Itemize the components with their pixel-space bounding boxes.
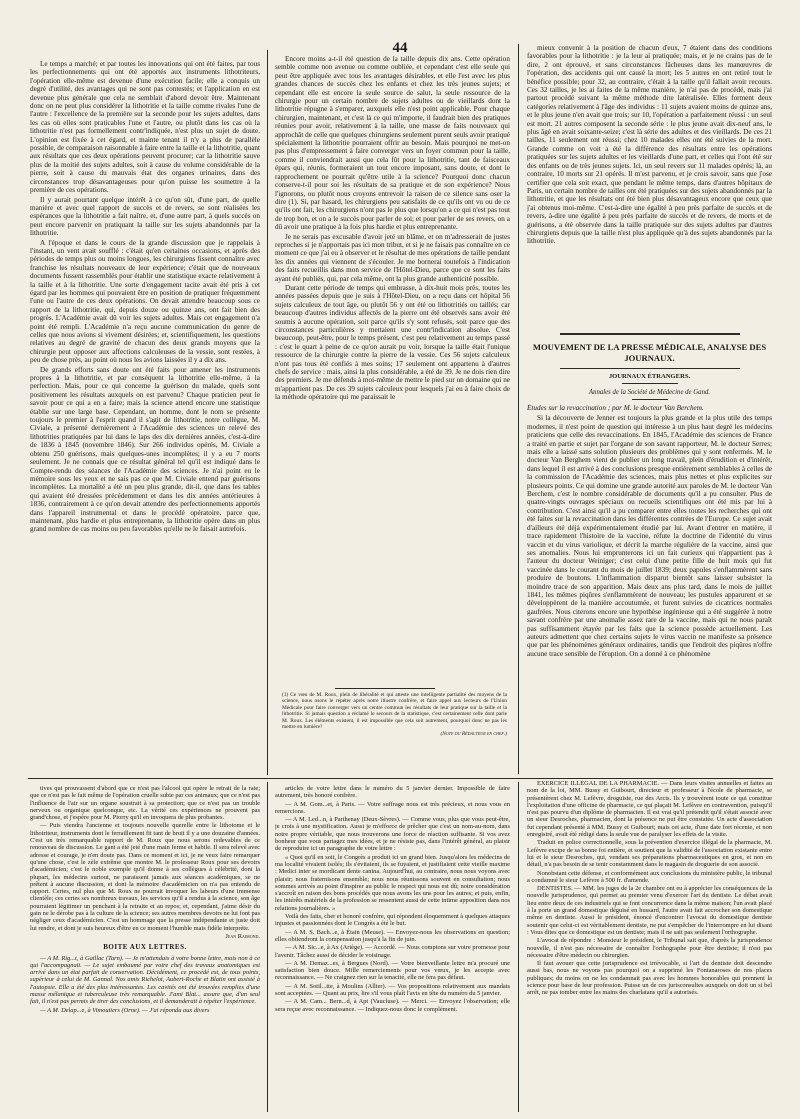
column-divider xyxy=(518,44,519,774)
foreign-journals-heading: JOURNAUX ÉTRANGERS. xyxy=(608,373,691,380)
letter-item: — A M. Delap...e, à Vimoutiers (Orne). — J'ai répondu aux divers xyxy=(40,1006,210,1014)
section-rule xyxy=(560,368,740,369)
annales-title: Annales de la Société de Médecine de Gand. xyxy=(588,389,711,396)
paragraph: Traduit en police correctionnelle, sous la prévention d'exercice illégal de la pharmacie, M. Lefèvre excipe de sa bonne foi entière, et soutient que la validité de l'association existante entre lui et le sieur Desroches, qui, vendant ses préparations pharmaceutiques en gros, et non en détail, n'a pas besoin de se tenir constamment dans le magasin de droguerie de son associé. xyxy=(527,839,772,869)
paragraph: Il faut avouer que cette jurisprudence est irrévocable, si l'art du dentiste doit descendre aussi bas, nous ne voyons pas pourquoi on a supprimé les Fontanaroses de nos places publiques; du moins on ne les condamnait pas avec les hommes honorables qui prennent la science pour base de leur profession. Puisse un de ces jurisconsultes auxquels on doit un si bel arrêt, ne pas tomber entre les mains des charlatans qu'il a autorisés. xyxy=(527,960,772,997)
column-divider xyxy=(267,50,268,775)
page-number: 44 xyxy=(392,40,408,56)
section-rule xyxy=(560,333,740,335)
paragraph: L'avocat de répondre : Monsieur le président, le Tribunal sait que, d'après la jurisprudence nouvelle, il n'est pas nécessaire de connaître l'orthographe pour être dentiste; il n'est pas nécessaire d'être médecin ou chirurgien. xyxy=(527,937,772,959)
paragraph: Nonobstant cette défense, et conformément aux conclusions du ministère public, le tribunal a condamné le sieur Lefèvre à 500 fr. d'amende. xyxy=(527,869,772,884)
letter-item: — A M. Rig...t, à Gaillac (Tarn). — Je m'attendais à votre bonne lettre, mais non à ce qui l'accompagnait. — Le sujet embaumé par votre chef des travaux anatomiques est arrivé dans un état parfait de conservation. Décidément, ce procédé est, de tous points, supérieur à celui de M. Gannal. Nos amis Richelot, Aubert-Roche et Blatin ont assisté à l'autopsie. Elle a été des plus intéressantes. Les cavités ont été trouvées remplies d'une masse mélanique et tuberculeuse très remarquable. J'ami Blat... assure que, d'un seul fait, il n'est pas permis de tirer des conclusions, et il demanderait à répéter l'expérience. xyxy=(30,954,260,1006)
column-bottom-left xyxy=(30,785,260,1115)
paragraph: tives qui prouvassent d'abord que ce n'est pas l'alcool qui opère le retrait de la rate; que ce n'est pas le fait même de l'opération cruelle subie par ces animaux; que ce n'est pas l'influence de l'air sur un organe soustrait à sa protection; que ce n'est pas un trouble nerveux ou organique quelconque, etc. La vérité ces expériences ne prouvent pas grand'chose, et j'espère pour M. Piorry qu'il en invoquera de plus probantes. xyxy=(30,785,260,822)
column-bottom-right xyxy=(527,780,772,1110)
paragraph: articles de votre lettre dans le numéro du 5 janvier dernier. Impossible de faire autrement, très honoré confrère. xyxy=(275,785,510,800)
footnote-signature: (Note du Rédacteur en chef.) xyxy=(440,731,507,738)
paragraph: Voilà des faits, cher et honoré confrère, qui répondent éloquemment à quelques attaques injustes et passionnées dont le Congrès a été le but. xyxy=(275,913,510,928)
paragraph: — A M. Sic...e, à Ax (Ariège). — Accordé. — Nous comptons sur votre promesse pour l'avenir. Tâchez aussi de décider le voisinage. xyxy=(275,944,510,959)
signature: Jean Raimond. xyxy=(225,932,260,940)
paragraph: — A M. Demaz...es, à Bergues (Nord). — Votre bienveillante lettre m'a procuré une satisfaction bien douce. Mille remerciements pour vos vœux, je les accepte avec reconnaissance. — Ne craignez rien sur la tenacité, elle ne fera pas défaut. xyxy=(275,959,510,982)
footnote-text: (1) Ce vœu de M. Roux, plein de libéralité et qui atteste une intelligente partialité des moyens de la science, nous osons le répéter après notre illustre confrère, et faire appel aux lecteurs de l'Union Médicale pour faire converger vers un centre commun les résultats de leur pratique sur la taille et la lithotritie. Si jamais question a réclamé le secours de la statistique, c'est certainement celle dont parle M. Roux. Les éléments existent, il est impossible que cela soit autrement, pourquoi donc ne pas les mettre en lumière? xyxy=(282,692,507,731)
paragraph: Durant cette période de temps qui embrasse, à dix-huit mois près, toutes les années passées depuis que je suis à l'Hôtel-Dieu, on a reçu dans cet hôpital 56 sujets calculeux de tout âge, ou plutôt 56 y ont été ou lithotritiés ou taillés; car beaucoup d'autres individus affectés de la pierre ont été observés sans avoir été soumis à aucune opération, soit parce qu'ils s'y sont refusés, soit parce que des circonstances particulières y mettaient une contr'indication absolue. C'est beaucoup, peut-être, pour le temps présent, c'est peu relativement au temps passé : c'est le quart à peine de ce qu'on aurait pu voir, lorsque la taille était l'unique ressource de la chirurgie contre la pierre de la vessie. Ces 56 sujets calculeux n'ont pas tous été confiés à mes soins; 17 seulement ont appartenu à d'autres chefs de service : mais, ainsi la plus considérable, a été de 39. Je ne dois rien dire des premiers. Je me défends à moi-même de mettre le pied sur un domaine qui ne m'appartient pas. De ces 39 sujets calculeux pour lesquels j'ai eu à faire choix de la méthode opératoire qui me paraissait le xyxy=(275,283,510,402)
paragraph: EXERCICE ILLÉGAL DE LA PHARMACIE. — Dans leurs visites annuelles et faites au nom de la loi, MM. Bussy et Guibourt, directeur et professeur à l'école de pharmacie, se présentèrent chez M. Lefèvre, droguiste, rue des Arcis. Ils y trouvèrent toute ce qui constitue l'exploitation d'une officine de pharmacie, ce qui plaçait M. Lefèvre en contravention, puisqu'il n'est pas pourvu d'un diplôme de pharmacien. Il est vrai qu'il prétendit qu'il s'était associé avec un sieur Desroches, pharmacien, dont la présence ne put être constatée. Un acte d'association fut cependant présenté à MM. Bussy et Guibourt; mais cet acte, d'une date fort récente, et non enregistré, avait été rédigé dans la seule vue de paralyser les effets de la visite. xyxy=(527,780,772,839)
paragraph: — A M. S. Bach...e, à Étain (Meuse). — Envoyez-nous les observations en question; elles obtiendront la compensation jusqu'à la fin de juin. xyxy=(275,928,510,943)
paragraph: — A M. Gom...et, à Paris. — Votre suffrage nous est très précieux, et nous vous en remercions. xyxy=(275,800,510,815)
column-top-right xyxy=(527,44,772,329)
article-reference: Études sur la revaccination ; par M. le docteur Van Berchem. xyxy=(527,404,704,412)
column-bottom-middle xyxy=(275,785,510,1105)
paragraph: — A M. Sotil...tte, à Moulins (Allier). — Vos propositions relativement aux mandats sont acceptées. — Quant au prix, lire s'il vous plaît l'avis en tête du numéro du 5 janvier. xyxy=(275,982,510,998)
paragraph: — A M. Cam... Bern...d, à Apt (Vaucluse). — Merci. — Envoyez l'observation; elle sera reçue avec reconnaissance. — Indiquez-nous donc le complément. xyxy=(275,998,510,1013)
paragraph: « Quoi qu'il en soit, le Congrès a produit ici un grand bien. Jusqu'alors les médecins de ma localité vivaient isolés; ils s'évitaient, ils se fuyaient, et justifiaient cette vieille maxime : Medici inter se mordicant dente canina. Aujourd'hui, au contraire, nous nous voyons avec plaisir; nous fraternisons ensemble; nous nous réunissons souvent en consultation; nous sommes arrivés au point d'inspirer au public le respect qui nous est dû; notre considération s'accroît en raison des bons procédés que nous avons les uns pour les autres; et puis, enfin, les intérêts matériels de la profession se ressentent aussi de cette intime apposition dans nos relations journalières. » xyxy=(275,853,510,912)
paragraph: — Puis viendra l'ancienne et toujours nouvelle querelle entre le lithotome et le lithotriteur, instruments dont le ferraillement fit tant de bruit il y a une douzaine d'années. C'est un très remarquable rapport de M. Roux que nous serons redevables de ce renouveau de discussion. Le gant a été jeté d'une main ferme et habile. Il sera relevé avec adresse et courage, je n'en doute pas. Dans ce moment et ici, je ne veux faire remarquer qu'une chose, c'est le zèle extrême que montre M. le professeur Roux pour ses devoirs d'académicien; c'est le noble exemple qu'il donne à ses collègues à célébrité, dont la plupart, les médecins surtout, ne paraissent jamais aux séances académiques, se ne prêtent à aucune discussion, et dont la mémoire d'académicien on n'a pas entendu de rapport. Certes, nul plus que M. Roux ne pourrait invoquer les labeurs d'une immense clientèle; ces certes ses nombreux travaux, les services qu'il a rendus à la science, son âge pourraient légitimer un penchant à la retraite et au repos; et, cependant, j'aime désir du gain ne le dérobe pas à la culture de la science; ses autres membres devoirs ne lui font pas négliger ceux d'académicien. C'est un hommage que la presse indépendante et juste doit lui rendre, et dont je suis heureux d'être en ce moment l'humble mais fidèle interprète. xyxy=(30,822,260,932)
column-right-section xyxy=(527,404,772,774)
footnote xyxy=(282,692,507,738)
paragraph: Si la découverte de Jenner est toujours la plus grande et la plus utile des temps modernes, il n'est point de question qui intéresse à un plus haut degré les médecins praticiens que celle des revaccinations. En 1845, l'Académie des sciences de France a traité en partie et sujet par l'organe de son savant rapporteur, M. le docteur Serres; mais elle a laissé sans solution plusieurs des problèmes qui y sont renfermés. M. le docteur Van Berghem vient de publier un long travail, plein d'érudition et d'intérêt, dans lequel il est arrivé à des conclusions presque entièrement semblables à celles de la commission de l'Académie des sciences, mais plus nettes et plus explicites sur plusieurs points. Ce qui domine une grande autorité aux paroles de M. le docteur Van Berchem, c'est le nombre considérable de documents qu'il a pu consulter. Plus de quatre-vingts ouvrages spéciaux ou recueils scientifiques ont été mis par lui à contribution. C'est ainsi qu'il a pu comparer entre elles toutes les recherches qui ont été faites sur la revaccination dans les différentes contrées de l'Europe. Ce sujet avait d'ailleurs été déjà expérimentalement étudié par lui. Avant d'entrer en matière, il trace rapidement l'histoire de la vaccine, réfute la doctrine de l'identité du virus vaccin et du virus variolique, et décrit la marche régulière de la vaccine, ainsi que ses anomalies. Nous lui emprunterons ici un fait curieux qui n'appartient pas à l'auteur du docteur Weiniger; c'est celui d'une petite fille de huit mois qui fut vaccinée dans le courant du mois de juillet 1839; deux papules s'enflammèrent sans produire de boutons. L'inflammation disparut bientôt sans laisser subsister la moindre trace de son apparition. Mais deux ans plus tard, dans le mois de juillet 1841, les mêmes piqûres s'enflammèrent de nouveau; les pustules apparurent et se développèrent de la manière accoutumée, et furent suivies de cicatrices normales gaufrées. Nous citerons encore une hypothèse ingénieuse qui a été suggérée à notre savant confrère par une anomalie assez rare de la vaccine, mais qui ne nous paraît pas suffisamment étayée par les faits que la science possède actuellement. Les auteurs admettent que chez certains sujets le virus vaccin ne manifeste sa présence que par les phénomènes généraux ordinaires, tandis que l'endroit des piqûres n'offre aucune trace sensible de l'éruption. On a donné à ce phénomène xyxy=(527,414,772,658)
section-rule xyxy=(632,399,668,400)
press-heading: MOUVEMENT DE LA PRESSE MÉDICALE, ANALYSE DES JOURNAUX. xyxy=(532,342,767,363)
column-divider xyxy=(518,782,519,1112)
section-rule xyxy=(622,383,678,384)
paragraph: Le temps a marché; et par toutes les innovations qui ont été faites, par tous les perfectionnements qui ont été apportés aux instruments lithotriteurs, l'opération elle-même est devenue d'une exécution facile; elle a conquis un degré d'utilité, des avantages qui ne sont pas contestés; et l'application en est devenue plus générale que cela ne semblait d'abord devoir être. Maintenant donc on ne peut plus considérer la lithotritie et la taille comme rivales l'une de l'autre : l'excellence de la première sur la seconde pour les sujets adultes, dans les cas où elles sont praticables l'une et l'autre, ou plutôt dans les cas où la lithotritie n'est pas formellement contr'indiquée, n'est plus un sujet de doute. L'opinion est fixée à cet égard, et mainte tenant il n'y a plus de parallèle possible, de comparaison raisonnable à faire entre la taille et la lithotritie, quant aux résultats que ces deux opérations peuvent procurer; car la lithotritie sauve plus de la moitié des sujets adultes, soit à cause du volume considérable de la pierre, soit à cause du mauvais état des organes urinaires, dans des circonstances trop désavantageuses pour qu'on puisse les soumettre à la première de ces opérations. xyxy=(30,60,260,195)
column-top-middle xyxy=(275,55,510,687)
paragraph: DENTISTES. — MM. les juges de la 2e chambre ont eu à apprécier les conséquences de la nouvelle jurisprudence, qui permet au premier venu d'exercer l'art du dentiste. Le débat avait lieu entre deux de ces industriels qui se font concurrence dans la même maison; l'un avait placé à la porte un grand domestique déguisé en hussard, l'autre avait fait accrocher son domestique même en dentiste. Aussi le président, énoncé d'encontrer l'avocat du domestique dentiste soutenir que celui-ci est véritablement dentiste, ne put s'empêcher de l'interrompre en lui disant : Vous dites que ce domestique est un dentiste; mais il ne sait pas seulement l'orthographe. xyxy=(527,885,772,936)
paragraph: Je ne serais pas excusable d'avoir jeté un blâme, et on m'adresserait de justes reproches si je n'apportais pas ici mon tribut, et si je ne faisais pas connaître en ce moment ce que j'ai eu à observer et le résultat de mes opérations de taille pendant les dix années qui viennent de s'écouler. Je me bornerai toutefois à l'indication des faits recueillis dans mon service de l'Hôtel-Dieu, parce que ce sont les faits ayant été publiés, qui, par cela même, ont la plus grande authenticité possible. xyxy=(275,232,510,283)
paragraph: De grands efforts sans doute ont été faits pour amener les instruments propres à la lithotritie, et par conséquent la lithotritie elle-même, à la perfection. Mais, pour ce qui concerne la guérison du malade, quels sont positivement les résultats auxquels on est parvenu? Chaque praticien peut le savoir pour ce qui a en a faire; mais la science attend encore une statistique établie sur une large base. Cependant, un homme, dont le nom se présente toujours le premier à l'esprit quand il s'agit de lithotritie, notre collègue, M. Civiale, a présenté dernièrement à l'Académie des sciences un relevé des lithotrities pratiquées par lui dans le laps des dix dernières années, c'est-à-dire de 1836 à 1845 (novembre 1846). Sur 266 individus opérés, M. Civiale a obtenu 250 guérisons, mais quelques-unes incomplètes; il y a eu 7 morts seulement. Je ne connais que ce résultat général tel qu'il est indiqué dans le Compte-rendu des séances de l'Académie des sciences. Je n'ai point eu le mémoire sous les yeux et ne sais pas ce que M. Civiale entend par guérisons incomplètes. La mortalité a été un peu plus grande, dit-il, que dans les tables qui avaient été dressées précédemment et dans les dix années antérieures à 1836, contrairement à ce qu'on devait attendre des perfectionnements apportés dans l'appareil instrumental et dans le procédé opératoire, parce que, maintenant, plus hardie et plus entreprenante, la lithotritie opère dans un plus grand nombre de cas moins ou peu favorables qu'elle ne le faisait autrefois. xyxy=(30,365,260,534)
column-divider xyxy=(267,782,268,1112)
paragraph: A l'époque et dans le cours de la grande discussion que je rappelais à l'instant, un vent avait soufflé : c'était qu'en certaines occasions, et après des périodes de temps plus ou moins longues, les chirurgiens fissent connaître avec franchise les résultats nouveaux de leur expérience; c'était que de nouveaux documents fussent rassemblés pour établir une statistique exacte relativement à la taille et à la lithotritie. Une sorte d'engagement tacite avait été pris à cet égard par les hommes qui pouvaient être en position de pratiquer fréquemment l'une ou l'autre de ces deux opérations. On devait attendre beaucoup sous ce rapport de la lithotritie, qui, depuis douze ou quinze ans, ont fait bien des progrès. L'Académie avait dû voir les sujets adultes. Mais cet engagement n'a point été rempli. L'Académie n'a reçu aucune communication du genre de celles que nous avions si vivement désirées; et, scientifiquement, les questions relatives au degré de gravité de chacun des deux grands moyens que la chirurgie peut opposer aux affections calculeuses de la vessie, sont restées, à peu de chose près, au point où nous les avions laissées il y a dix ans. xyxy=(30,238,260,365)
paragraph: Il y aurait pourtant quelque intérêt à ce qu'on sût, d'une part, de quelle manière et avec quel rapport de succès et de revers, se sont réalisées les espérances que la lithotritie a fait naître, et, d'une autre part, à quels succès on peut encore parvenir en pratiquant la taille sur les sujets abandonnés par la lithotritie. xyxy=(30,195,260,238)
column-top-left xyxy=(30,60,260,770)
paragraph: — A M. Led...n, à Parthenay (Deux-Sèvres). — Comme vous, plus que vous peut-être, je crois à une mystification. Aussi je m'efforce de prêcher que c'est un nom-au-nom, dans notre propre véritable, que nous trouverons une force de réaction suffisante. Si vos avez bonheur que vous partagez mes idées, et je ne résiste pas, dans l'intérêt général, au plaisir de reproduire ici un paragraphe de votre lettre : xyxy=(275,816,510,853)
boite-heading: BOITE AUX LETTRES. xyxy=(103,943,187,952)
paragraph: Encore moins a-t-il été question de la taille depuis dix ans. Cette opération semble comme non avenue ou comme oubliée, et cependant c'est elle seule qui peut être appliquée avec tous les avantages désirables, et elle l'est avec les plus grandes chances de succès chez les enfants et chez les très jeunes sujets; et cependant elle est encore la seule source de salut, la seule ressource de la chirurgie pour un certain nombre de sujets adultes ou de vieillards dont la lithotritie répugne à s'emparer, auxquels elle n'est point applicable. Pour chaque chirurgien, maintenant, et c'est là ce qui m'importe, il faudrait bien des pratiques réunies pour avoir, relativement à la taille, une masse de faits nouveaux qui approchât de celle que quelques chirurgiens seulement purent seuls avoir pratiqué spécialement la lithotritie pourraient offrir au besoin. Mais pourquoi ne met-on pas plus d'empressement à faire converger vers un foyer commun pour la taille, comme il conviendrait aussi que cela fût pour la lithotritie, tant de faisceaux épars qui, réunis, formeraient un tout encore imposant, sans doute, et dont le rapprochement ne pourrait qu'être utile à la science? Pourquoi donc chacun conserve-t-il pour soi les résultats de sa pratique et de son expérience? Nous l'ignorons, ou plutôt nous croyons entrevoir la raison de ce silence sans oser la dire (1). Si, par hasard, les chirurgiens peu satisfaits de ce qu'ils ont vu ou de ce qu'ils ont fait, les chirurgiens n'ont pas le plus que lorsqu'on a ce qui n'est pas tout de trop bon, et on a le succès pour parler de soi; et pour parler de ses revers, on a dû avoir une pratique à la fois plus hardie et plus entreprenante. xyxy=(275,55,510,232)
footnote-rule xyxy=(335,688,435,689)
horizontal-divider xyxy=(28,778,773,779)
paragraph: mieux convenir à la position de chacun d'eux, 7 étaient dans des conditions favorables pour la lithotritie : je la leur ai pratiquée; mais, et je ne crains pas de le dire, 2 ont éprouvé, et sans circonstances fâcheuses dans les manœuvres de l'opération, des accidents qui ont causé la mort; les 5 autres en ont retiré tout le bénéfice possible; pour 32, au contraire, c'était à la taille qu'il fallait avoir recours. Ces 32 tailles, je les ai faites de la même manière, je n'ai pas de procédé, mais j'ai partout procédé suivant la même méthode dite latéralisée. Elles forment deux catégories relativement à l'âge des individus : 11 sujets avaient moins de quinze ans, et le plus jeune n'en avait que trois; sur 10, l'opération a parfaitement réussi : un seul est mort. 21 autres composent la seconde série : le plus jeune avait dix-neuf ans, le plus âgé en avait soixante-seize; c'est là série des adultes et des vieillards. De ces 21 tailles, 11 seulement ont réussi; chez 10 malades elles ont été suivies de la mort. Grande comme on voit a été la différence des résultats entre les opérations pratiquées sur les sujets adultes et les vieillards d'une part, et celles qui l'ont été sur des enfants ou de très jeunes sujets. Ici, un seul revers sur 11 malades opérés; là, au contraire, 10 morts sur 21 opérés. Il m'est parvenu, et je crois savoir, sans que j'ose certifier que cela soit exact, que pendant le même temps, dans d'autres hôpitaux de Paris, un certain nombre de tailles ont été pratiquées sur des sujets abandonnés par la lithotritie, et que les résultats ont été bien plus désavantageux encore que ceux que j'ai obtenus moi-même. C'est-à-dire une égalité à peu près parfaite de succès et de revers, à-dire une égalité à peu près parfaite de succès et de revers, de morts et de guérisons, a été observée dans la taille pratiquée sur des sujets adultes par d'autres chirurgiens depuis que la taille n'est plus appliquée qu'à des sujets abandonnés par la lithotritie. xyxy=(527,44,772,246)
